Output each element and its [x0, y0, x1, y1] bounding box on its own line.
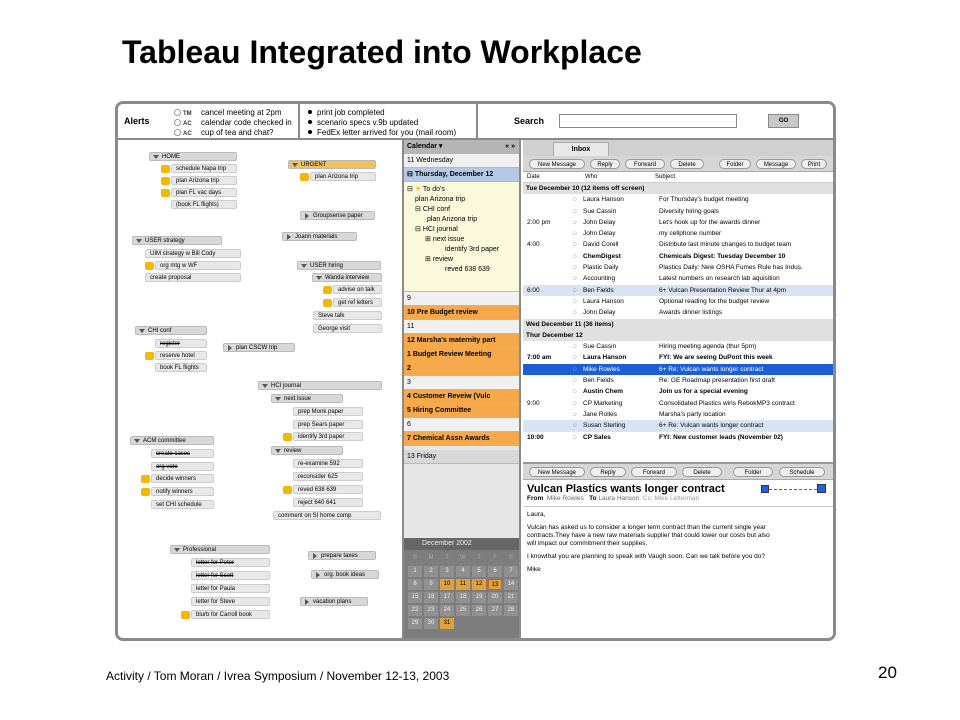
group-review[interactable]: review — [271, 446, 343, 455]
item-taxes[interactable]: prepare taxes — [308, 551, 376, 560]
person-icon: ◌ — [573, 422, 577, 430]
hour-slot[interactable]: 3 — [404, 376, 519, 390]
message-row[interactable] — [523, 352, 833, 363]
hour-slot[interactable]: 12 Marsha's maternity part — [404, 334, 519, 348]
hour-slot[interactable]: 9 — [404, 292, 519, 306]
todo-group[interactable]: ⊞ next issue — [425, 236, 465, 243]
task-marker — [300, 173, 309, 181]
task-item[interactable]: Steve talk — [313, 311, 382, 320]
day-wednesday[interactable]: 11 Wednesday — [404, 154, 519, 168]
message-subject: Let's hook up for the awards dinner — [659, 218, 761, 226]
group-user-strategy[interactable]: USER strategy — [132, 236, 222, 245]
day-cell[interactable]: 12 — [472, 579, 486, 590]
day-cell[interactable]: 19 — [472, 592, 486, 603]
slide-title: Tableau Integrated into Workplace — [122, 34, 642, 70]
person-icon: ◌ — [573, 297, 577, 305]
message-sender: John Delay — [583, 309, 616, 317]
todo-item[interactable]: plan Arizona trip — [427, 216, 478, 223]
person-icon: ◌ — [573, 343, 577, 351]
message-row[interactable] — [523, 432, 833, 443]
day-cell[interactable]: 8 — [408, 579, 422, 590]
item-joann[interactable]: Joann materials — [282, 232, 357, 241]
day-cell[interactable]: 18 — [456, 592, 470, 603]
group-next-issue[interactable]: next issue — [271, 394, 343, 403]
day-cell[interactable]: 30 — [424, 618, 438, 629]
task-item[interactable]: create cases — [151, 449, 214, 458]
mini-calendar-grid — [404, 550, 519, 632]
alerts-label: Alerts — [124, 116, 150, 126]
message-sender: CP Marketing — [583, 399, 623, 407]
group-user-hiring[interactable]: USER hiring — [297, 261, 381, 270]
day-cell[interactable]: 21 — [504, 592, 518, 603]
task-item[interactable]: prep Sears paper — [293, 420, 363, 429]
task-item[interactable]: schedule Napa trip — [171, 164, 237, 173]
tab-bar — [523, 140, 833, 156]
page-number: 20 — [878, 663, 897, 682]
day-cell[interactable]: 14 — [504, 579, 518, 590]
day-cell[interactable]: 22 — [408, 605, 422, 616]
thread-icon[interactable] — [761, 485, 769, 493]
task-item[interactable]: letter for Steve — [191, 597, 270, 606]
person-icon: ◌ — [573, 264, 577, 272]
message-row[interactable] — [523, 409, 833, 420]
message-sender: Sue Cassin — [583, 207, 617, 215]
message-subject: 6+ Re: Vulcan wants longer contract — [659, 422, 764, 430]
task-item[interactable]: decide winners — [151, 474, 214, 483]
inbox-toolbar — [523, 156, 833, 172]
weekday-label: M — [428, 555, 434, 561]
hour-slots — [404, 292, 519, 446]
forward-button[interactable]: Forward — [625, 159, 665, 169]
person-icon: ◌ — [573, 218, 577, 226]
bullet-icon — [308, 120, 312, 124]
todo-item[interactable]: reved 638 639 — [445, 266, 490, 273]
person-icon — [174, 129, 181, 136]
notice-item[interactable]: FedEx letter arrived for you (mail room) — [308, 128, 456, 138]
col-date[interactable]: Date — [527, 174, 540, 180]
message-subject: 6+ Vulcan Presentation Review Thur at 4pm — [659, 286, 787, 294]
hour-slot[interactable]: 1 Budget Review Meeting — [404, 348, 519, 362]
todo-group[interactable]: ⊞ review — [425, 256, 454, 263]
message-row[interactable] — [523, 375, 833, 386]
task-item[interactable]: reserve hotel — [155, 351, 207, 360]
day-cell[interactable]: 6 — [488, 566, 502, 577]
task-marker — [145, 352, 154, 360]
message-sender: Sue Cassin — [583, 343, 617, 351]
reply-button[interactable]: Reply — [590, 159, 620, 169]
day-cell[interactable]: 24 — [440, 605, 454, 616]
message-sender: Accounting — [583, 275, 616, 283]
hour-slot[interactable]: 7 Chemical Assn Awards — [404, 432, 519, 446]
message-time: 2:00 pm — [527, 218, 551, 226]
person-icon: ◌ — [573, 252, 577, 260]
task-item[interactable]: plan Arizona trip — [310, 172, 376, 181]
day-cell[interactable]: 15 — [408, 592, 422, 603]
message-row[interactable] — [523, 307, 833, 318]
search-input[interactable] — [559, 114, 737, 128]
message-button[interactable]: Message — [756, 159, 796, 169]
tableau-window — [115, 101, 836, 641]
message-subject: Re: GE Roadmap presentation first draft — [659, 377, 775, 385]
group-urgent[interactable]: URGENT — [288, 160, 376, 169]
message-row[interactable] — [523, 341, 833, 352]
day-cell[interactable]: 4 — [456, 566, 470, 577]
task-item[interactable]: register — [155, 339, 207, 348]
message-row[interactable] — [523, 228, 833, 239]
todo-item[interactable]: plan Arizona trip — [415, 196, 466, 203]
message-body-line: Vulcan has asked us to consider a longer term contract than the current single year — [527, 524, 766, 531]
person-icon: ◌ — [573, 286, 577, 294]
forward-button[interactable]: Forward — [631, 467, 677, 477]
message-sender: John Delay — [583, 218, 616, 226]
item-vacation[interactable]: vacation plans — [300, 597, 368, 606]
message-row[interactable] — [523, 285, 833, 296]
divider — [298, 104, 300, 140]
hour-slot[interactable]: 11 — [404, 320, 519, 334]
message-sender: Mike Rowles — [583, 365, 620, 373]
col-subject[interactable]: Subject — [655, 174, 676, 180]
day-cell[interactable]: 5 — [472, 566, 486, 577]
message-sender: Austin Chem — [583, 388, 624, 396]
weekday-label: S — [412, 555, 417, 561]
reader-toolbar — [523, 464, 833, 480]
message-time: 10:00 — [527, 433, 544, 441]
task-item[interactable]: UIM strategy w Bill Cody — [145, 249, 241, 258]
message-subject: Diversity hiring goals — [659, 207, 719, 215]
hour-slot[interactable]: 4 Customer Reveiw (Vulc — [404, 390, 519, 404]
new-message-button[interactable]: New Message — [529, 467, 585, 477]
message-sender: CP Sales — [583, 433, 611, 441]
column-header — [523, 172, 833, 183]
todo-group[interactable]: ⊟ CHI conf — [415, 206, 451, 213]
person-icon — [174, 119, 181, 126]
message-sender: Jane Rolles — [583, 410, 617, 418]
message-time: 9:00 — [527, 399, 540, 407]
day-cell[interactable]: 7 — [504, 566, 518, 577]
message-sender: Laura Hanson — [583, 354, 627, 362]
message-body-line: I knowthat you are planning to speak with Vaugh soon. Can we talk before you do? — [527, 553, 766, 560]
person-icon: ◌ — [573, 241, 577, 249]
message-sender: Laura Hanson — [583, 196, 624, 204]
day-cell[interactable]: 9 — [424, 579, 438, 590]
task-marker — [323, 299, 332, 307]
task-item[interactable]: George visit — [313, 324, 382, 333]
task-marker — [145, 262, 154, 270]
person-icon: ◌ — [573, 275, 577, 283]
day-cell[interactable]: 2 — [424, 566, 438, 577]
message-subject: Hiring meeting agenda (thur 5pm) — [659, 343, 757, 351]
todo-item[interactable]: identify 3rd paper — [445, 246, 500, 253]
group-wanda[interactable]: Wanda interview — [312, 273, 382, 282]
day-cell[interactable]: 10 — [440, 579, 454, 590]
message-row[interactable] — [523, 364, 833, 375]
message-subject: Plastics Daily: New OSHA Fumes Rule has Indus. — [659, 264, 803, 272]
day-cell[interactable]: 11 — [456, 579, 470, 590]
day-cell[interactable]: 23 — [424, 605, 438, 616]
task-item[interactable]: reved 638 639 — [293, 485, 363, 494]
task-item[interactable]: letter for Peter — [191, 558, 270, 567]
delete-button[interactable]: Delete — [682, 467, 722, 477]
message-sender: Ben Fields — [583, 286, 614, 294]
thu-messages — [523, 341, 833, 443]
day-cell[interactable]: 31 — [440, 618, 454, 629]
reading-pane — [523, 462, 833, 641]
task-item[interactable]: get ref letters — [333, 298, 382, 307]
new-message-button[interactable]: New Message — [529, 159, 585, 169]
task-item[interactable]: set CHI schedule — [151, 500, 214, 509]
task-item[interactable]: comment on SI home comp — [273, 511, 381, 520]
task-marker — [141, 475, 150, 483]
item-plan-cscw[interactable]: plan CSCW trip — [223, 343, 295, 352]
message-row[interactable] — [523, 386, 833, 397]
day-cell[interactable]: 27 — [488, 605, 502, 616]
delete-button[interactable]: Delete — [670, 159, 704, 169]
inbox-pane — [523, 140, 833, 641]
message-time: 7:00 am — [527, 354, 552, 362]
task-marker — [161, 177, 170, 185]
sun-icon: ☀ — [414, 186, 422, 193]
message-subject: Marsha's party location — [659, 410, 726, 418]
message-sender: David Corell — [583, 241, 619, 249]
message-body-line: contracts.They have a new raw materials supplier that could lower our costs but also — [527, 532, 770, 539]
bullet-icon — [308, 130, 312, 134]
message-subject: FYI: We are seeing DuPont this week — [659, 354, 773, 362]
person-icon: ◌ — [573, 207, 577, 215]
task-item[interactable]: re-examine 592 — [293, 459, 363, 468]
person-icon: ◌ — [573, 388, 577, 396]
group-home[interactable]: HOME — [149, 152, 237, 161]
tab-inbox[interactable]: Inbox — [553, 142, 609, 156]
person-icon: ◌ — [573, 309, 577, 317]
group-hci-journal[interactable]: HCI journal — [258, 381, 382, 390]
message-subject: Vulcan Plastics wants longer contract — [523, 480, 833, 495]
day-cell[interactable]: 17 — [440, 592, 454, 603]
message-subject: Distribute last minute changes to budget team — [659, 241, 792, 249]
task-item[interactable]: notify winners — [151, 487, 214, 496]
message-subject: Latest numbers on research lab aquisition — [659, 275, 780, 283]
group-professional[interactable]: Professional — [170, 545, 270, 554]
alert-item[interactable]: TM cancel meeting at 2pm — [174, 108, 282, 118]
notice-item[interactable]: print job completed — [308, 108, 385, 118]
task-marker — [283, 433, 292, 441]
print-button[interactable]: Print — [801, 159, 827, 169]
folder-button[interactable]: Folder — [719, 159, 751, 169]
day-cell[interactable]: 1 — [408, 566, 422, 577]
todo-list — [404, 182, 519, 292]
weekday-label: S — [508, 555, 513, 561]
person-icon: ◌ — [573, 354, 577, 362]
weekday-label: F — [493, 555, 497, 561]
weekday-label: W — [460, 555, 466, 561]
day-cell[interactable]: 20 — [488, 592, 502, 603]
day-group-tue[interactable]: Tue December 10 (12 items off screen) — [523, 183, 833, 194]
calendar-pane — [402, 140, 521, 641]
calendar-header[interactable]: Calendar ▾ « » — [404, 140, 519, 154]
task-marker — [161, 189, 170, 197]
task-marker — [141, 488, 150, 496]
task-marker — [283, 486, 292, 494]
message-body-line: will impact our commitment their supplies. — [527, 540, 648, 547]
reply-button[interactable]: Reply — [590, 467, 626, 477]
bullet-icon — [308, 110, 312, 114]
message-subject: Chemicals Digest: Tuesday December 10 — [659, 252, 786, 260]
mini-calendar-month: December 2002 — [404, 538, 519, 550]
mini-calendar — [404, 538, 519, 641]
hour-slot[interactable]: 5 Hiring Committee — [404, 404, 519, 418]
thread-line-icon — [769, 489, 817, 490]
day-cell[interactable]: 28 — [504, 605, 518, 616]
message-row[interactable] — [523, 296, 833, 307]
message-subject: my cellphone number — [659, 230, 722, 238]
task-item[interactable]: (book FL flights) — [171, 200, 237, 209]
message-body-line: Laura, — [527, 511, 546, 518]
day-cell[interactable]: 3 — [440, 566, 454, 577]
todo-group[interactable]: ⊟ HCI journal — [415, 226, 458, 233]
item-groupsense[interactable]: Groupsense paper — [300, 211, 375, 220]
message-body-line: Mike — [527, 566, 541, 573]
message-sender: Susan Sterling — [583, 422, 626, 430]
task-item[interactable]: letter for Paula — [191, 584, 270, 593]
day-cell[interactable]: 25 — [456, 605, 470, 616]
todo-title[interactable]: ⊟ ☀ To do's — [407, 186, 445, 193]
message-sender: Laura Hanson — [583, 297, 624, 305]
person-icon: ◌ — [573, 410, 577, 418]
hour-slot[interactable]: 6 — [404, 418, 519, 432]
task-marker — [181, 611, 190, 619]
message-time: 4:00 — [527, 241, 540, 249]
weekday-label: T — [445, 555, 449, 561]
day-group-thu[interactable]: Thur December 12 — [523, 330, 833, 341]
message-sender: Ben Fields — [583, 377, 614, 385]
task-item[interactable]: reject 640 641 — [293, 498, 363, 507]
group-chi-conf[interactable]: CHI conf — [135, 326, 207, 335]
message-row[interactable] — [523, 206, 833, 217]
task-item[interactable]: plan FL vac days — [171, 188, 237, 197]
chevron-down-icon: ▾ — [438, 143, 443, 150]
message-subject: Join us for a special evening — [659, 388, 748, 396]
day-cell[interactable]: 13 — [488, 579, 502, 590]
item-book-ideas[interactable]: org. book ideas — [311, 570, 379, 579]
message-row[interactable] — [523, 262, 833, 273]
message-row[interactable] — [523, 420, 833, 431]
tue-messages — [523, 194, 833, 318]
message-sender: John Delay — [583, 230, 616, 238]
message-subject: For Thursday's budget meeting — [659, 196, 749, 204]
folder-button[interactable]: Folder — [733, 467, 773, 477]
message-subject: FYI: New customer leads (November 02) — [659, 433, 783, 441]
divider — [476, 104, 478, 140]
message-sender: Plastic Daily — [583, 264, 619, 272]
message-row[interactable] — [523, 194, 833, 205]
message-row[interactable] — [523, 251, 833, 262]
person-icon: ◌ — [573, 230, 577, 238]
schedule-button[interactable]: Schedule — [779, 467, 825, 477]
task-item[interactable]: book FL flights — [155, 363, 207, 372]
task-item[interactable]: identify 3rd paper — [293, 432, 363, 441]
task-item[interactable]: create proposal — [145, 273, 241, 282]
hour-slot[interactable]: 2 — [404, 362, 519, 376]
message-subject: 6+ Re: Vulcan wants longer contract — [659, 365, 764, 373]
task-marker — [323, 286, 332, 294]
message-sender: ChemDigest — [583, 252, 621, 260]
message-row[interactable] — [523, 273, 833, 284]
hour-slot[interactable]: 10 Pre Budget review — [404, 306, 519, 320]
person-icon: ◌ — [573, 377, 577, 385]
task-item[interactable]: prep Monk paper — [293, 407, 363, 416]
search-label: Search — [514, 116, 545, 126]
message-subject: Awards dinner listings — [659, 309, 723, 317]
person-icon — [174, 109, 181, 116]
day-group-wed[interactable]: Wed December 11 (36 items) — [523, 319, 833, 330]
nav-arrows-icon[interactable]: « » — [505, 143, 515, 150]
message-subject: Optional reading for the budget review — [659, 297, 770, 305]
message-subject: Consolidated Plastics wins RebokMP3 contract — [659, 399, 795, 407]
task-item[interactable]: advise on talk — [333, 285, 382, 294]
message-time: 6:00 — [527, 286, 540, 294]
workspace-pane — [118, 140, 402, 641]
slide-footer: Activity / Tom Moran / Ivrea Symposium / November 12-13, 2003 — [106, 669, 450, 683]
alert-item[interactable]: AC calendar code checked in — [174, 118, 292, 128]
notice-item[interactable]: scenario specs v.9b updated — [308, 118, 418, 128]
alert-item[interactable]: AC cup of tea and chat? — [174, 128, 274, 138]
thread-icon[interactable] — [817, 484, 826, 493]
message-row[interactable] — [523, 398, 833, 409]
day-friday[interactable]: 13 Friday — [404, 450, 519, 464]
task-item[interactable]: letter for Scott — [191, 571, 270, 580]
day-cell[interactable]: 26 — [472, 605, 486, 616]
task-item[interactable]: plan Arizona trip — [171, 176, 237, 185]
task-marker — [161, 165, 170, 173]
person-icon: ◌ — [573, 399, 577, 407]
task-item[interactable]: blurb for Carroll book — [191, 610, 270, 619]
task-item[interactable]: reconsider 625 — [293, 472, 363, 481]
weekday-label: T — [477, 555, 481, 561]
day-cell[interactable]: 29 — [408, 618, 422, 629]
person-icon: ◌ — [573, 196, 577, 204]
go-button[interactable]: GO — [768, 114, 799, 128]
message-row[interactable] — [523, 239, 833, 250]
group-acm[interactable]: ACM committee — [130, 436, 214, 445]
col-who[interactable]: Who — [585, 174, 598, 180]
person-icon: ◌ — [573, 365, 577, 373]
message-row[interactable] — [523, 217, 833, 228]
person-icon: ◌ — [573, 433, 577, 441]
task-item[interactable]: org vote — [151, 462, 214, 471]
task-item[interactable]: org mtg w WF — [155, 261, 241, 270]
day-thursday[interactable]: ⊟ Thursday, December 12 — [404, 168, 519, 182]
day-cell[interactable]: 16 — [424, 592, 438, 603]
top-bar — [118, 104, 833, 140]
message-header: From Mike Rowles To Laura Hanson Cc: Mike Letterman — [523, 495, 833, 507]
